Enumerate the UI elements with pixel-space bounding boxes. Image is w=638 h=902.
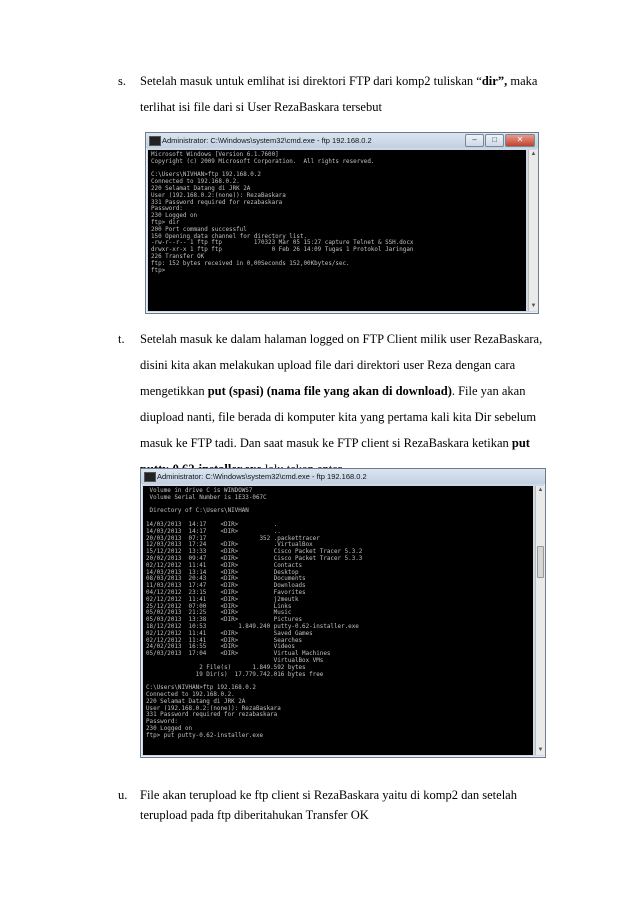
window2-titlebar xyxy=(141,469,545,484)
item-s xyxy=(118,68,560,120)
console-output-1 xyxy=(148,150,526,311)
console-line: 05/03/2013 13:38 <DIR> Pictures xyxy=(146,617,303,624)
item-t-marker: t. xyxy=(118,332,125,346)
console-line xyxy=(146,515,530,522)
scrollbar-1[interactable] xyxy=(528,150,538,311)
console-line: ftp> xyxy=(151,267,166,274)
console-line: 24/02/2013 16:55 <DIR> Videos xyxy=(146,644,295,651)
console-line: 04/12/2012 23:15 <DIR> Favorites xyxy=(146,589,306,596)
window2-title: Administrator: C:\Windows\system32\cmd.exe - ftp 192.168.0.2 xyxy=(157,472,367,481)
console-line: 226 Transfer OK xyxy=(151,253,205,260)
console-line: Microsoft Windows [Version 6.1.7600] xyxy=(151,152,279,158)
scroll-down-icon[interactable]: ▼ xyxy=(530,303,537,309)
console-line: 150 Opening data channel for directory list. xyxy=(151,233,308,240)
console-line: 08/03/2013 20:43 <DIR> Documents xyxy=(146,576,306,583)
scroll-up-icon[interactable]: ▲ xyxy=(537,487,544,493)
item-t-line1: Setelah masuk ke dalam halaman logged on FTP Client milik user RezaBaskara, xyxy=(140,332,543,346)
console-line: 18/12/2012 10:53 1.849.240 putty-0.62-installer.exe xyxy=(146,623,359,630)
console-line: 02/12/2012 11:41 <DIR> j2meutk xyxy=(146,596,299,603)
console-line: ftp> dir xyxy=(151,219,180,226)
console-line: ftp> put putty-0.62-installer.exe xyxy=(146,732,264,739)
console-line: 331 Password required for rezabaskara xyxy=(151,199,283,206)
console-line: Connected to 192.168.0.2. xyxy=(146,691,235,698)
console-line: 25/12/2012 07:00 <DIR> Links xyxy=(146,603,292,610)
console-line: C:\Users\NIVHAN>ftp 192.168.0.2 xyxy=(146,685,256,692)
console-line: 220 Selamat Datang di JRK 2A xyxy=(146,698,246,705)
console-line: C:\Users\NIVHAN>ftp 192.168.0.2 xyxy=(151,172,261,179)
item-u-line1: File akan terupload ke ftp client si RezaBaskara yaitu di komp2 dan setelah xyxy=(140,788,517,802)
console-line: 331 Password required for rezabaskara xyxy=(146,712,278,719)
console-line: 230 Logged on xyxy=(146,725,193,732)
console-line: VirtualBox VMs xyxy=(146,657,324,664)
console-line: Copyright (c) 2009 Microsoft Corporation. All rights reserved. xyxy=(151,158,375,165)
console-line: 230 Logged on xyxy=(151,213,198,220)
cmd-icon xyxy=(149,136,161,146)
item-u-marker: u. xyxy=(118,788,128,802)
console-line: 05/03/2013 17:04 <DIR> Virtual Machines xyxy=(146,651,331,658)
console-line: 200 Port command successful xyxy=(151,226,247,233)
console-line: Password: xyxy=(151,206,183,213)
console-line: 14/03/2013 14:17 <DIR> .. xyxy=(146,528,281,535)
console-line: 19 Dir(s) 17.779.742.016 bytes free xyxy=(146,671,324,678)
console-line: 12/03/2013 17:24 <DIR> .VirtualBox xyxy=(146,542,313,549)
item-u xyxy=(118,785,560,825)
item-t-line2: disini kita akan melakukan upload file dari direktori user Reza dengan cara xyxy=(140,358,516,372)
console-line xyxy=(146,678,530,685)
console-line: 15/12/2012 13:33 <DIR> Cisco Packet Tracer 5.3.2 xyxy=(146,549,363,556)
window1-title: Administrator: C:\Windows\system32\cmd.exe - ftp 192.168.0.2 xyxy=(162,136,372,145)
console-line: 2 File(s) 1.849.592 bytes xyxy=(146,664,306,671)
minimize-button[interactable]: – xyxy=(465,134,484,147)
console-line: 02/12/2012 11:41 <DIR> Searches xyxy=(146,637,303,644)
console-line: Connected to 192.168.0.2. xyxy=(151,179,240,186)
console-line: 02/12/2012 11:41 <DIR> Contacts xyxy=(146,562,303,569)
item-s-line2: terlihat isi file dari si User RezaBaskara tersebut xyxy=(140,100,382,114)
console-line xyxy=(146,502,530,509)
cmd-icon xyxy=(144,472,156,482)
console-line: 02/12/2012 11:41 <DIR> Saved Games xyxy=(146,630,313,637)
console-line xyxy=(151,166,523,173)
console-line: 05/02/2013 21:25 <DIR> Music xyxy=(146,610,292,617)
cmd-window-1 xyxy=(145,132,539,314)
item-s-line1: Setelah masuk untuk emlihat isi direktori FTP dari komp2 tuliskan “dir”, maka xyxy=(140,74,538,88)
scroll-down-icon[interactable]: ▼ xyxy=(537,747,544,753)
cmd-window-2 xyxy=(140,468,546,758)
item-s-marker: s. xyxy=(118,74,126,88)
item-t xyxy=(118,326,560,482)
console-line: 14/03/2013 13:14 <DIR> Desktop xyxy=(146,569,299,576)
console-line: User (192.168.0.2:(none)): RezaBaskara xyxy=(151,192,286,199)
scrollbar-thumb[interactable] xyxy=(537,546,544,578)
console-line: ftp: 152 bytes received in 0,00Seconds 152,00Kbytes/sec. xyxy=(151,260,350,267)
window1-controls xyxy=(465,134,535,147)
item-t-line3: mengetikkan put (spasi) (nama file yang akan di download). File yan akan xyxy=(140,384,526,398)
item-t-line5: masuk ke FTP tadi. Dan saat masuk ke FTP client si RezaBaskara ketikan put xyxy=(140,436,530,450)
window1-titlebar xyxy=(146,133,538,148)
console-line: 20/03/2013 07:17 352 .packettracer xyxy=(146,535,320,542)
console-line: 20/02/2013 09:47 <DIR> Cisco Packet Tracer 5.3.3 xyxy=(146,555,363,562)
console-line: 11/03/2013 17:47 <DIR> Downloads xyxy=(146,583,306,590)
item-u-line2: terupload pada ftp diberitahukan Transfer OK xyxy=(140,808,369,822)
item-t-line4: diupload nanti, file berada di komputer kita yang pertama kali kita Dir sebelum xyxy=(140,410,537,424)
console-line: Volume Serial Number is 1E33-067C xyxy=(146,494,267,501)
console-line: -rw-r--r-- 1 ftp ftp 170323 Mar 05 15:27 capture Telnet & SSH.docx xyxy=(151,240,414,247)
console-line: 14/03/2013 14:17 <DIR> . xyxy=(146,521,278,528)
console-line: User (192.168.0.2:(none)): RezaBaskara xyxy=(146,705,281,712)
console-line: drwxr-xr-x 1 ftp ftp 0 Feb 26 14:09 Tugas 1 Protokol Jaringan xyxy=(151,247,414,254)
console-line: Directory of C:\Users\NIVHAN xyxy=(146,508,249,515)
maximize-button[interactable]: □ xyxy=(485,134,504,147)
console-line: Volume in drive C is WINDOWS7 xyxy=(146,488,253,494)
close-button[interactable]: ✕ xyxy=(505,134,535,147)
console-line: Password: xyxy=(146,719,178,726)
scroll-up-icon[interactable]: ▲ xyxy=(530,151,537,157)
scrollbar-2[interactable] xyxy=(535,486,545,755)
console-output-2 xyxy=(143,486,533,755)
console-line: 220 Selamat Datang di JRK 2A xyxy=(151,185,251,192)
